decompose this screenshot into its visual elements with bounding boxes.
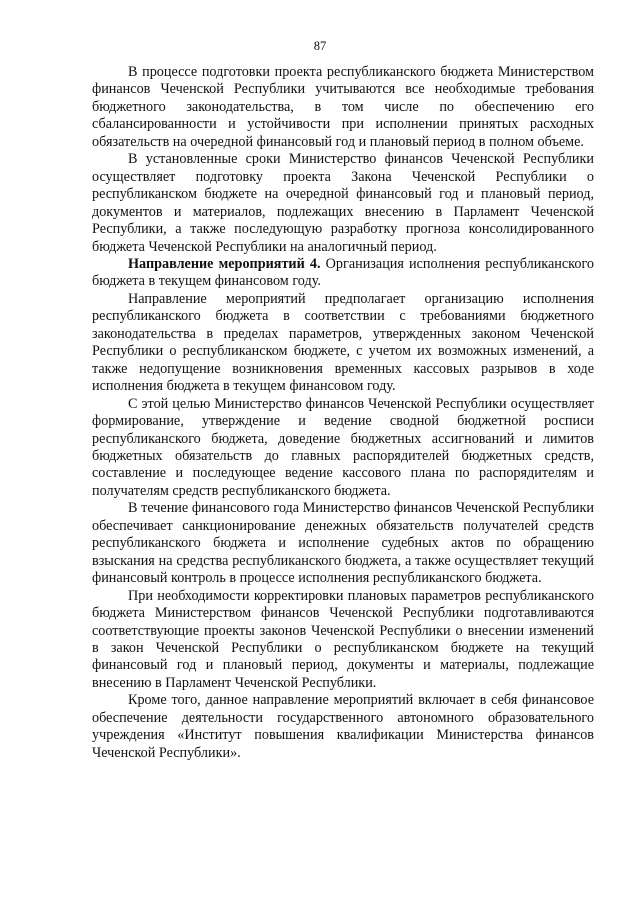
document-body (92, 64, 594, 762)
page-number: 87 (313, 39, 327, 53)
activity-direction-title: Организация исполнения республиканского бюджета в текущем финансовом году. (92, 255, 595, 290)
paragraph-budget-schedule: С этой целью Министерство финансов Чеченской Республики осуществляет формирование, утверждение и ведение сводной бюджетной росписи республиканского бюджета, доведение бюджетных ассигнований и лимитов бюджетных обязательств до главных распорядителей бюджетных средств, составление и последующее ведение кассового плана по распорядителям и получателям средств республиканского бюджета. (92, 395, 594, 499)
paragraph-budget-preparation: В процессе подготовки проекта республиканского бюджета Министерством финансов Чеченской Республики учитываются все необходимые требования бюджетного законодательства, в том числе по обеспечению его сбалансированности и устойчивости при исполнении принятых расходных обязательств на очередной финансовый год и плановый период в полном объеме. (92, 64, 594, 150)
paragraph-law-drafting: В установленные сроки Министерство финансов Чеченской Республики осуществляет подготовку проекта Закона Чеченской Республики о республиканском бюджете на очередной финансовый год и плановый период, документов и материалов, подлежащих внесению в Парламент Чеченской Республики, а также последующую разработку прогноза консолидированного бюджета Чеченской Республики на аналогичный период. (92, 151, 594, 255)
paragraph-direction-description: Направление мероприятий предполагает организацию исполнения республиканского бюджета в соответствии с требованиями бюджетного законодательства в пределах параметров, утвержденных законом Чеченской Республики о республиканском бюджете, с учетом их возможных изменений, а также недопущение возникновения временных кассовых разрывов в ходе исполнения бюджета в текущем финансовом году. (92, 290, 594, 395)
paragraph-activity-direction-4 (92, 256, 594, 291)
paragraph-budget-amendments: При необходимости корректировки плановых параметров республиканского бюджета Министерством финансов Чеченской Республики подготавливаются соответствующие проекты законов Чеченской Республики о внесении изменений в закон Чеченской Республики о республиканском бюджете на текущий финансовый год и плановый период, документы и материалы, подлежащие внесению в Парламент Чеченской Республики. (92, 587, 594, 691)
paragraph-institute-funding: Кроме того, данное направление мероприятий включает в себя финансовое обеспечение деятельности государственного автономного образовательного учреждения «Институт повышения квалификации Министерства финансов Чеченской Республики». (92, 692, 594, 761)
activity-direction-heading: Направление мероприятий 4. (128, 255, 321, 272)
paragraph-financial-control: В течение финансового года Министерство финансов Чеченской Республики обеспечивает санкционирование денежных обязательств получателей средств республиканского бюджета и исполнение судебных актов по обращению взыскания на средства республиканского бюджета, а также осуществляет текущий финансовый контроль в процессе исполнения республиканского бюджета. (92, 500, 594, 587)
